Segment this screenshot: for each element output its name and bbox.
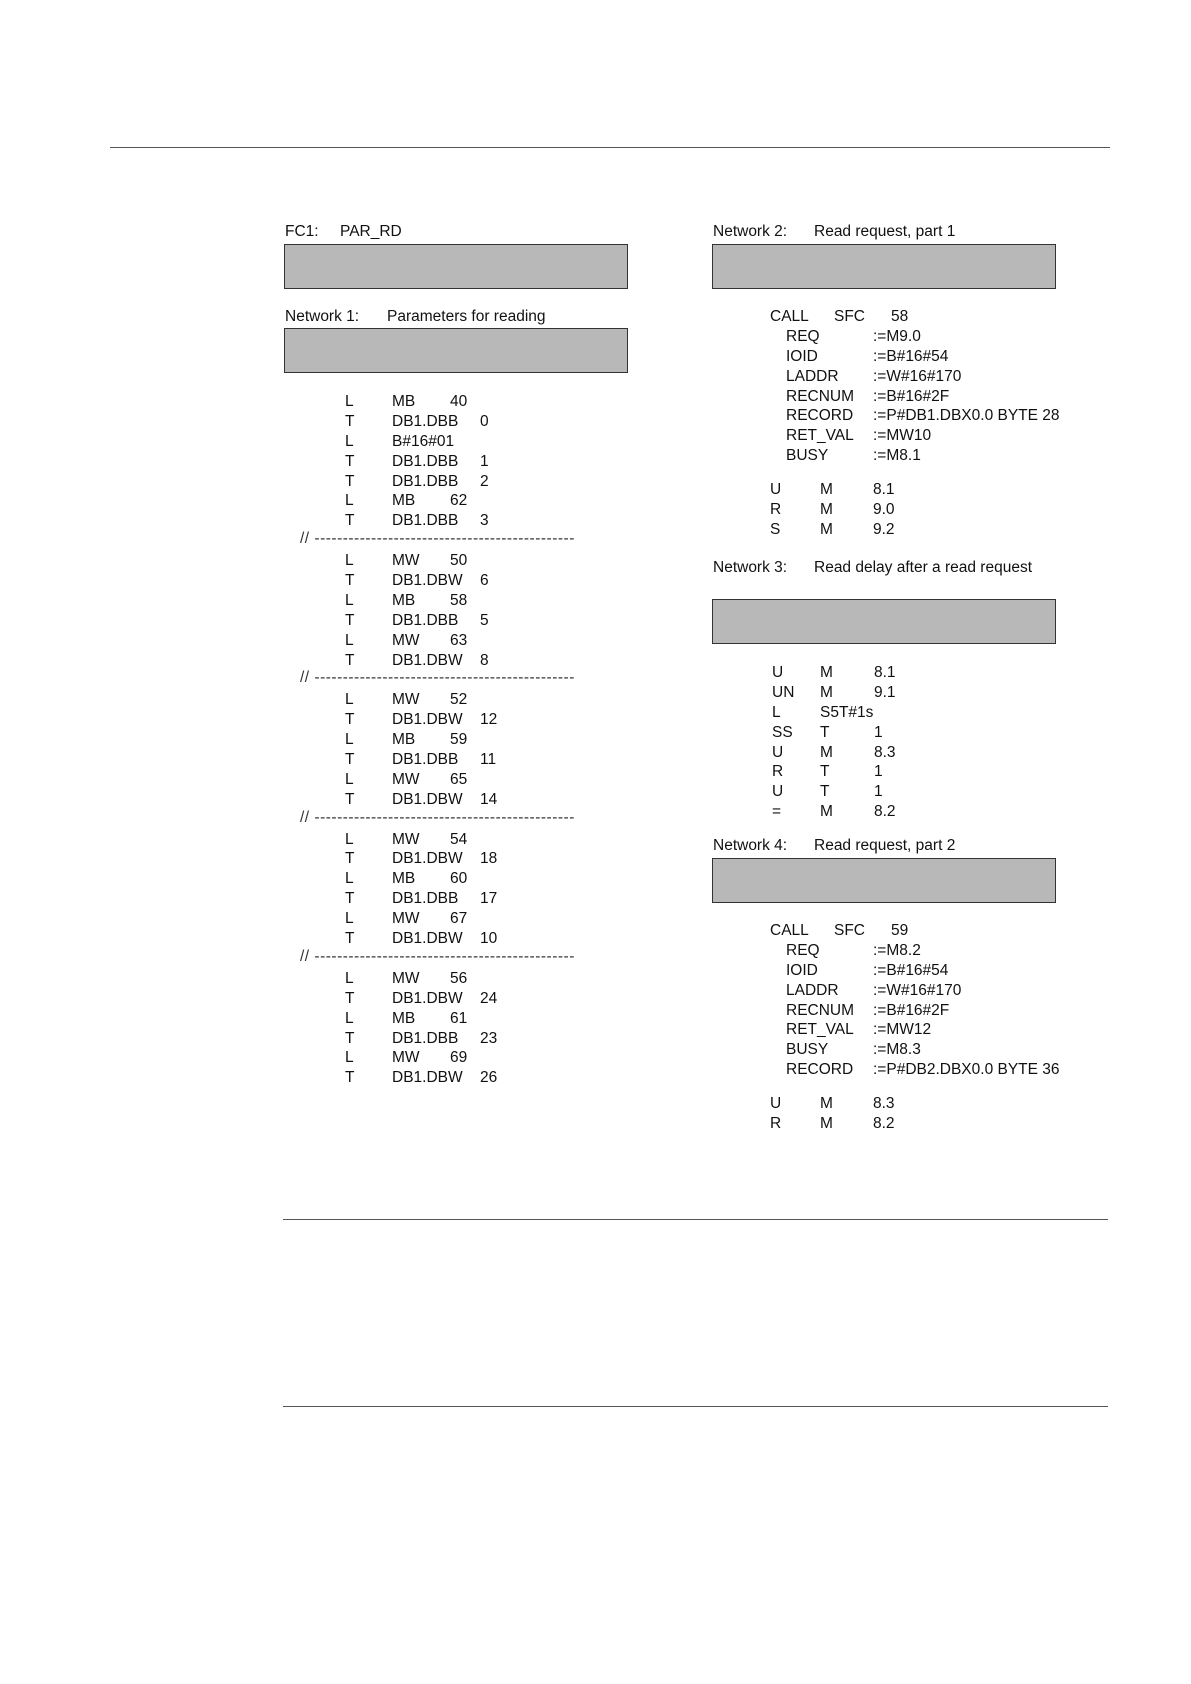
network2-comment-box (712, 244, 1056, 289)
network1-title: Parameters for reading (387, 308, 546, 325)
network4-comment-box (712, 858, 1056, 903)
network3-comment-box (712, 599, 1056, 644)
network3-label: Network 3: (713, 559, 788, 576)
fc1-comment-box (284, 244, 628, 289)
top-rule (110, 147, 1110, 148)
bottom-rule (283, 1406, 1108, 1407)
network1-label: Network 1: (285, 308, 360, 325)
network2-label: Network 2: (713, 223, 788, 240)
network1-comment-box (284, 328, 628, 373)
fc1-label: FC1: (285, 223, 319, 240)
network2-title: Read request, part 1 (814, 223, 956, 240)
network4-title: Read request, part 2 (814, 837, 956, 854)
middle-rule (283, 1219, 1108, 1220)
network3-title: Read delay after a read request (814, 559, 1032, 576)
fc1-name: PAR_RD (340, 223, 402, 240)
network4-label: Network 4: (713, 837, 788, 854)
